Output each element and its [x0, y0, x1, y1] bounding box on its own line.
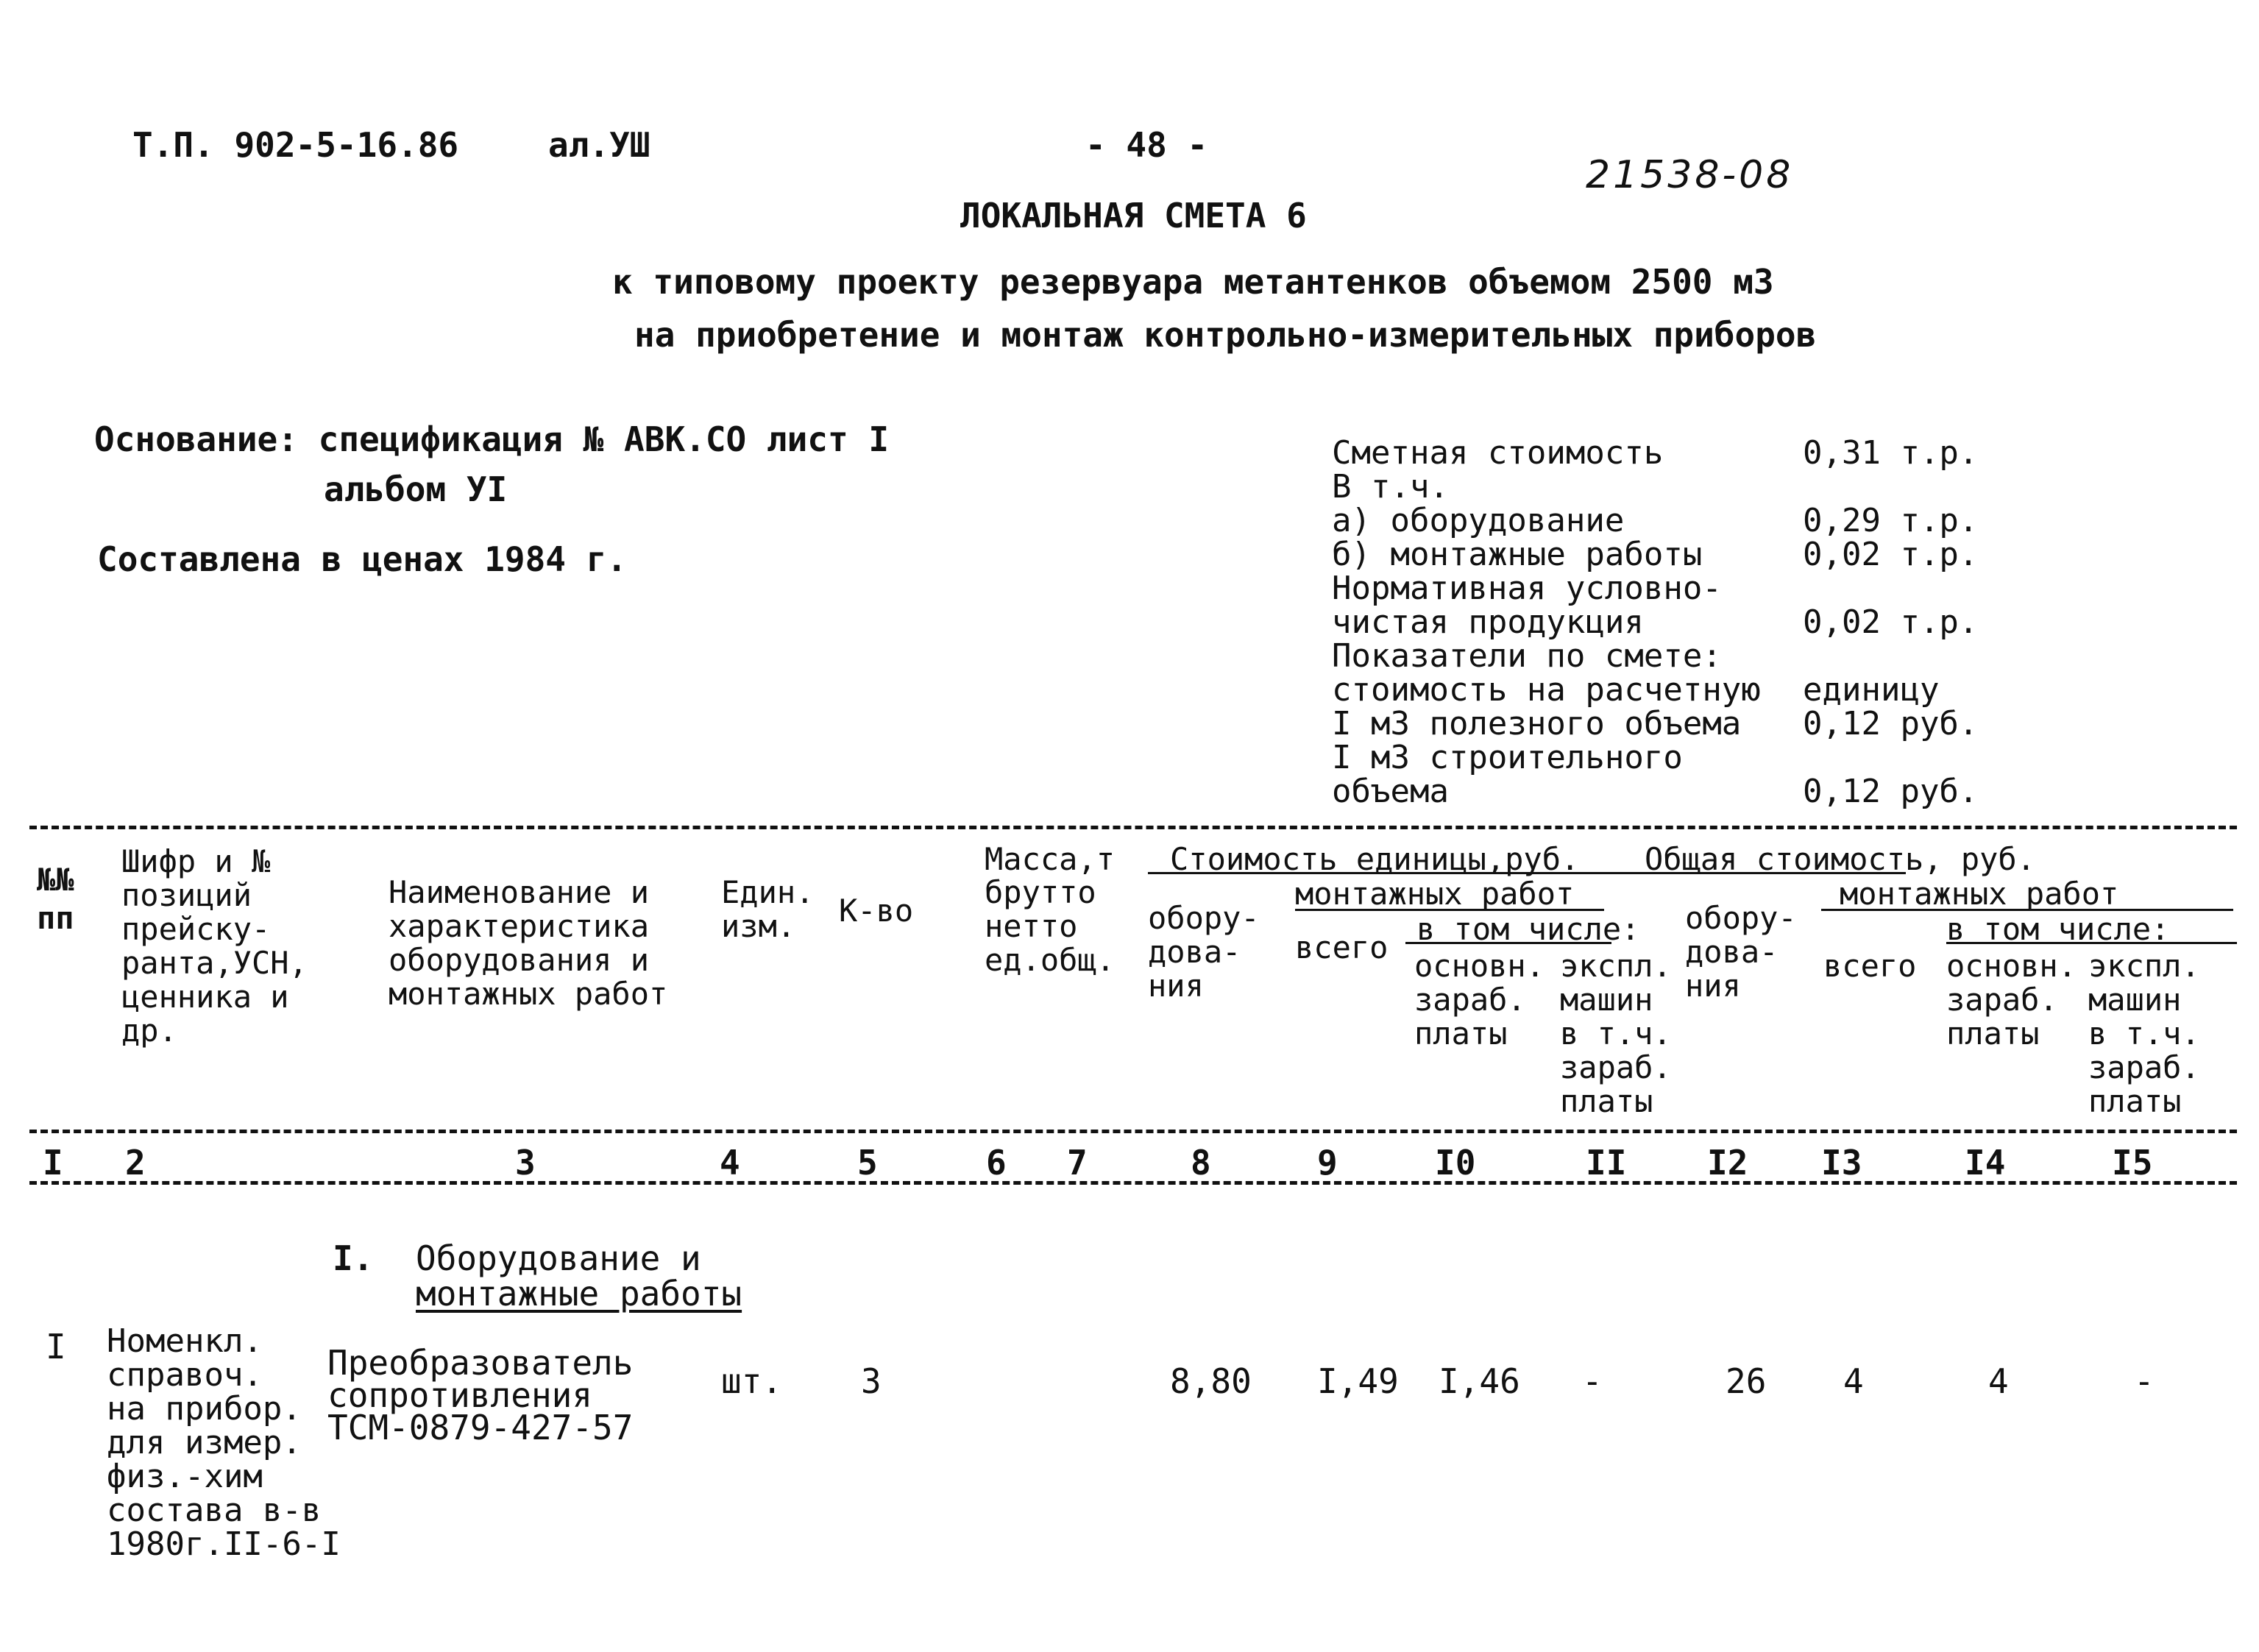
album-code: ал.УШ [548, 125, 650, 165]
col-header-mass-sub: брутто нетто ед.общ. [985, 874, 1116, 978]
row-number: I [46, 1327, 66, 1366]
row-total-machines: - [2134, 1361, 2155, 1401]
subtitle-line-1: к типовому проекту резервуара метантенков объемом 2500 м3 [612, 262, 1774, 302]
summary-label-9: I м3 строительного [1332, 739, 1683, 776]
col-header-total-including: в том числе: [1946, 911, 2170, 947]
col-header-total-equipment: обору- дова- ния [1685, 900, 1797, 1004]
column-numbers-rule [29, 1181, 2237, 1185]
summary-label-10: объема [1332, 773, 1449, 810]
summary-label-7: стоимость на расчетную [1332, 671, 1761, 709]
col-header-total-cost: Общая стоимость, руб. [1645, 841, 2036, 877]
col-header-total-machines: экспл. машин [2088, 948, 2200, 1018]
summary-label-3: б) монтажные работы [1332, 536, 1703, 573]
column-number-7: 7 [1067, 1143, 1088, 1183]
col-header-number: №№ пп [37, 862, 74, 936]
table-header-bottom-rule [29, 1130, 2237, 1133]
col-header-unit-total: всего [1295, 929, 1389, 965]
summary-value-8: 0,12 руб. [1803, 705, 1979, 742]
column-number-14: I4 [1965, 1143, 2006, 1183]
document-code: Т.П. 902-5-16.86 [132, 125, 459, 165]
row-unit-machines: - [1582, 1361, 1603, 1401]
col-header-unit-equipment: обору- дова- ния [1148, 900, 1260, 1004]
summary-value-0: 0,31 т.р. [1803, 434, 1979, 472]
col-header-code: Шифр и № позиций прейску- ранта,УСН, ценника и др. [121, 843, 308, 1049]
row-total-installation: 4 [1843, 1361, 1864, 1401]
document-title: ЛОКАЛЬНАЯ СМЕТА 6 [960, 196, 1307, 235]
handwritten-stamp-number: 21538-08 [1586, 153, 1794, 197]
row-unit: шт. [721, 1361, 783, 1401]
row-unit-equipment-cost: 8,80 [1170, 1361, 1252, 1401]
summary-label-2: а) оборудование [1332, 502, 1625, 539]
column-number-3: 3 [515, 1143, 536, 1183]
summary-value-2: 0,29 т.р. [1803, 502, 1979, 539]
column-number-6: 6 [986, 1143, 1007, 1183]
summary-value-5: 0,02 т.р. [1803, 603, 1979, 641]
row-total-equipment-cost: 26 [1726, 1361, 1767, 1401]
column-number-13: I3 [1821, 1143, 1862, 1183]
column-number-4: 4 [720, 1143, 740, 1183]
summary-value-10: 0,12 руб. [1803, 773, 1979, 810]
subtitle-line-2: на приобретение и монтаж контрольно-измерительных приборов [634, 315, 1817, 355]
row-name: Преобразователь сопротивления ТСМ-0879-427-57 [327, 1343, 634, 1447]
table-top-rule [29, 826, 2237, 829]
column-number-15: I5 [2112, 1143, 2153, 1183]
row-quantity: 3 [861, 1361, 882, 1401]
basis-specification: Основание: спецификация № АВК.СО лист I [94, 419, 890, 459]
summary-label-4: Нормативная условно- [1332, 570, 1722, 607]
col-header-total-base-salary: основн. зараб. платы [1946, 948, 2077, 1052]
page-number: - 48 - [1085, 125, 1208, 165]
column-number-5: 5 [857, 1143, 878, 1183]
column-number-10: I0 [1435, 1143, 1476, 1183]
summary-label-6: Показатели по смете: [1332, 637, 1722, 675]
row-unit-installation-total: I,49 [1317, 1361, 1399, 1401]
col-header-unit-including: в том числе: [1416, 911, 1640, 947]
summary-label-0: Сметная стоимость [1332, 434, 1664, 472]
col-header-unit-base-salary: основн. зараб. платы [1414, 948, 1545, 1052]
summary-label-5: чистая продукция [1332, 603, 1644, 641]
column-number-11: II [1586, 1143, 1627, 1183]
col-header-unit-installation: монтажных работ [1295, 876, 1575, 912]
column-number-2: 2 [125, 1143, 146, 1183]
column-number-12: I2 [1707, 1143, 1748, 1183]
col-header-name: Наименование и характеристика оборудования и монтажных работ [389, 874, 668, 1012]
section-title-line-2: монтажные работы [416, 1274, 742, 1314]
col-header-unit-machines-salary: в т.ч. зараб. платы [1560, 1015, 1672, 1119]
col-header-unit: Един. изм. [721, 874, 815, 944]
col-header-quantity: К-во [839, 893, 914, 929]
col-header-unit-cost: Стоимость единицы,руб. [1170, 841, 1580, 877]
column-number-8: 8 [1191, 1143, 1211, 1183]
summary-label-1: В т.ч. [1332, 468, 1449, 506]
summary-value-7: единицу [1803, 671, 1940, 709]
basis-prices: Составлена в ценах 1984 г. [97, 539, 628, 579]
row-total-base-salary: 4 [1988, 1361, 2009, 1401]
basis-album: альбом УI [324, 469, 508, 509]
column-number-1: I [43, 1143, 63, 1183]
col-header-mass: Масса,т [985, 841, 1116, 877]
row-unit-base-salary: I,46 [1439, 1361, 1520, 1401]
col-header-total-installation: монтажных работ [1840, 876, 2119, 912]
section-title-line-1: Оборудование и [416, 1238, 701, 1278]
col-header-total-total: всего [1823, 948, 1917, 984]
col-header-total-machines-salary: в т.ч. зараб. платы [2088, 1015, 2200, 1119]
summary-value-3: 0,02 т.р. [1803, 536, 1979, 573]
section-number: I. [333, 1238, 374, 1278]
col-header-unit-machines: экспл. машин [1560, 948, 1672, 1018]
row-code: Номенкл. справоч. на прибор. для измер. физ.-хим состава в-в 1980г.II-6-I [107, 1322, 341, 1563]
column-number-9: 9 [1317, 1143, 1338, 1183]
summary-label-8: I м3 полезного объема [1332, 705, 1742, 742]
